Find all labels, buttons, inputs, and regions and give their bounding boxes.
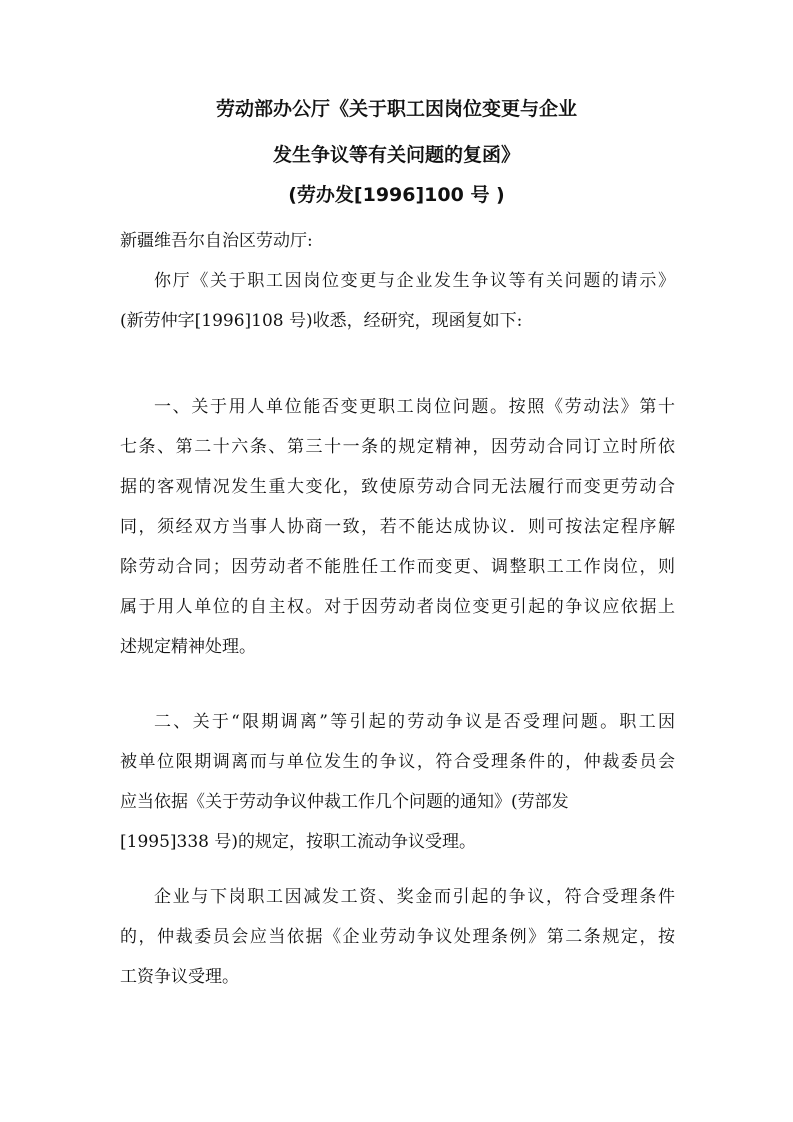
paragraph-line: 除劳动合同；因劳动者不能胜任工作而变更、调整职工工作岗位，则 — [120, 557, 675, 577]
paragraph-line: 据的客观情况发生重大变化，致使原劳动合同无法履行而变更劳动合 — [120, 477, 675, 497]
paragraph-line: 二、关于“限期调离”等引起的劳动争议是否受理问题。职工因 — [154, 712, 675, 732]
paragraph-line: 应当依据《关于劳动争议仲裁工作几个问题的通知》(劳部发 — [120, 792, 569, 812]
paragraph-line: 七条、第二十六条、第三十一条的规定精神，因劳动合同订立时所依 — [120, 437, 675, 457]
paragraph-line: 被单位限期调离而与单位发生的争议，符合受理条件的，仲裁委员会 — [120, 752, 675, 772]
paragraph-line: 同，须经双方当事人协商一致，若不能达成协议．则可按法定程序解 — [120, 517, 675, 537]
addressee: 新疆维吾尔自治区劳动厅: — [120, 231, 313, 251]
paragraph-line: 一、关于用人单位能否变更职工岗位问题。按照《劳动法》第十 — [154, 397, 675, 417]
paragraph-item-3 — [120, 877, 675, 997]
paragraph-line: 你厅《关于职工因岗位变更与企业发生争议等有关问题的请示》 — [154, 271, 675, 291]
paragraph-line: 属于用人单位的自主权。对于因劳动者岗位变更引起的争议应依据上 — [120, 597, 675, 617]
paragraph-line: (新劳仲字[1996]108 号)收悉，经研究，现函复如下: — [120, 311, 523, 331]
paragraph-line: [1995]338 号)的规定，按职工流动争议受理。 — [120, 832, 477, 852]
paragraph-line: 企业与下岗职工因减发工资、奖金而引起的争议，符合受理条件 — [154, 887, 675, 907]
paragraph-item-2 — [120, 702, 675, 862]
title-line-2: 发生争议等有关问题的复函》 — [272, 144, 520, 166]
paragraph-item-1 — [120, 387, 675, 667]
paragraph-line: 工资争议受理。 — [120, 967, 239, 987]
paragraph-line: 述规定精神处理。 — [120, 637, 256, 657]
paragraph-line: 的，仲裁委员会应当依据《企业劳动争议处理条例》第二条规定，按 — [120, 927, 675, 947]
paragraph-intro — [120, 261, 675, 341]
document-number: (劳办发[1996]100 号 ) — [288, 184, 505, 206]
title-line-1: 劳动部办公厅《关于职工因岗位变更与企业 — [215, 98, 577, 120]
